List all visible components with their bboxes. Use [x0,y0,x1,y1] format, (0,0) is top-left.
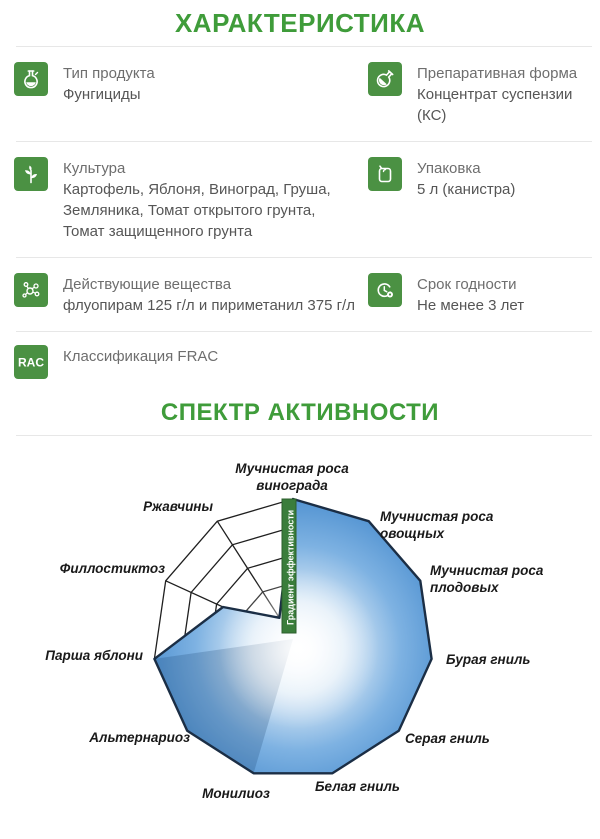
radar-axis-label: Филлостиктоз [59,561,165,576]
flask-icon [14,62,48,96]
radar-center-glow [219,569,379,729]
characteristics-row [0,142,600,257]
characteristics-row [0,47,600,141]
rac-badge [14,345,48,379]
characteristic-item-packaging [368,157,600,242]
radar-axis-label: Белая гниль [315,779,400,794]
molecule-icon [14,273,48,307]
radar-axis-label: Мучнистая роса плодовых [430,563,544,595]
item-value: флуопирам 125 г/л и пириметанил 375 г/л [63,297,355,314]
divider [16,435,592,436]
item-value: Картофель, Яблоня, Виноград, Груша, Земляника, Томат открытого грунта, Томат защищенного грунта [63,181,331,240]
radar-chart-svg [0,452,600,834]
efficiency-gradient-bar-label: Градиент эффективности [285,509,296,625]
characteristic-item-shelf-life [368,273,600,316]
characteristics-row [0,332,600,385]
spectrum-title: СПЕКТР АКТИВНОСТИ [160,399,440,426]
characteristic-item-product-type [14,62,368,126]
item-value: Не менее 3 лет [417,297,525,314]
clock-icon [368,273,402,307]
characteristic-item-culture [14,157,368,242]
radar-axis-label: Мучнистая роса винограда [235,461,349,493]
plant-icon [14,157,48,191]
radar-axis-label: Бурая гниль [446,652,531,667]
radar-axis-label: Парша яблони [45,648,143,663]
pouring-flask-icon [368,62,402,96]
item-label: Классификация FRAC [63,348,219,365]
activity-spectrum-chart [0,452,600,839]
item-value: 5 л (канистра) [417,181,516,198]
radar-axis-label: Серая гниль [405,731,490,746]
item-label: Тип продукта [63,65,155,82]
item-label: Упаковка [417,160,481,177]
item-value: Фунгициды [63,86,141,103]
characteristic-item-frac [14,345,368,379]
characteristics-row [0,258,600,331]
radar-axis-label: Монилиоз [202,786,270,801]
item-label: Культура [63,160,126,177]
characteristics-title: ХАРАКТЕРИСТИКА [174,8,426,38]
item-value: Концентрат суспензии (КС) [417,86,573,124]
rac-badge-text: RAC [18,355,44,370]
item-label: Препаративная форма [417,65,578,82]
radar-axis-label: Мучнистая роса овощных [380,509,494,541]
characteristic-item-active-ingredients [14,273,368,316]
radar-axis-label: Альтернариоз [89,730,190,745]
radar-axis-label: Ржавчины [143,499,213,514]
characteristic-item-formulation [368,62,600,126]
item-label: Действующие вещества [63,276,232,293]
item-label: Срок годности [417,276,517,293]
canister-icon [368,157,402,191]
